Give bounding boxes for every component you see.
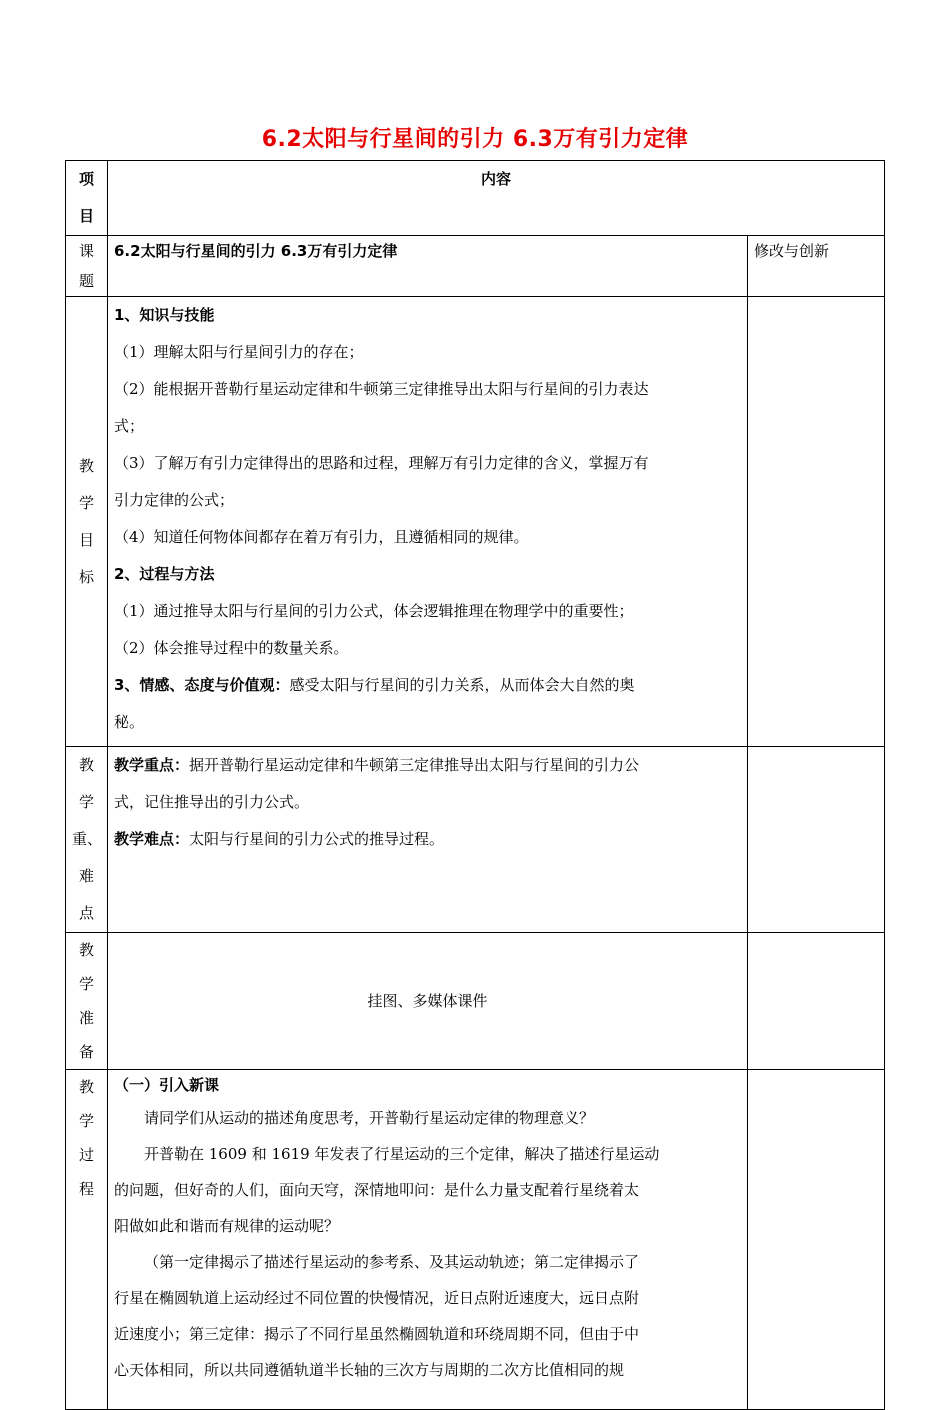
preparation-row xyxy=(66,933,885,1070)
document-title: 6.2太阳与行星间的引力 6.3万有引力定律 xyxy=(261,127,689,152)
goals-line: （3）了解万有引力定律得出的思路和过程，理解万有引力定律的含义，掌握万有 xyxy=(114,454,649,472)
topic-row xyxy=(66,236,885,297)
key-label-line3: 难点 xyxy=(78,867,94,922)
key-points-revision-cell xyxy=(747,747,884,933)
goals-line: 引力定律的公式； xyxy=(114,491,235,509)
key-point-line xyxy=(114,747,741,784)
header-item: 项目 xyxy=(66,161,108,236)
goals-heading-process: 2、过程与方法 xyxy=(114,565,215,583)
goals-line: （1）理解太阳与行星间引力的存在； xyxy=(114,343,364,361)
topic-label: 课题 xyxy=(66,236,108,297)
goals-line: （2）体会推导过程中的数量关系。 xyxy=(114,639,349,657)
key-points-label xyxy=(66,747,108,933)
key-points-content xyxy=(108,747,748,933)
header-row xyxy=(66,161,885,236)
process-revision-cell xyxy=(747,1070,884,1410)
difficulty-text: 太阳与行星间的引力公式的推导过程。 xyxy=(189,830,445,848)
difficulty-heading: 教学难点： xyxy=(114,830,190,848)
goals-line-emotion xyxy=(114,667,741,704)
key-label-line1: 教学 xyxy=(78,756,94,811)
process-paragraph: 阳做如此和谐而有规律的运动呢？ xyxy=(114,1217,340,1235)
preparation-revision-cell xyxy=(747,933,884,1070)
goals-line: （4）知道任何物体间都存在着万有引力，且遵循相同的规律。 xyxy=(114,528,529,546)
key-point-text: 据开普勒行星运动定律和牛顿第三定律推导出太阳与行星间的引力公 xyxy=(189,756,640,774)
process-paragraph: 近速度小；第三定律：揭示了不同行星虽然椭圆轨道和环绕周期不同，但由于中 xyxy=(114,1325,640,1343)
goals-line: 秘。 xyxy=(114,713,145,731)
goals-revision-cell xyxy=(747,297,884,747)
key-points-row xyxy=(66,747,885,933)
process-label xyxy=(66,1070,108,1410)
goals-label-line1: 教学 xyxy=(78,456,94,512)
process-label-line2: 过程 xyxy=(78,1146,94,1198)
key-point-line: 式，记住推导出的引力公式。 xyxy=(114,793,310,811)
goals-line: （1）通过推导太阳与行星间的引力公式，体会逻辑推理在物理学中的重要性； xyxy=(114,602,634,620)
process-paragraph: 行星在椭圆轨道上运动经过不同位置的快慢情况，近日点附近速度大，远日点附 xyxy=(114,1289,640,1307)
process-label-line1: 教学 xyxy=(78,1078,94,1130)
lesson-plan-table xyxy=(65,160,885,1410)
goals-line: （2）能根据开普勒行星运动定律和牛顿第三定律推导出太阳与行星间的引力表达 xyxy=(114,380,649,398)
preparation-label xyxy=(66,933,108,1070)
goals-label-line2: 目标 xyxy=(78,530,94,586)
revision-column-label: 修改与创新 xyxy=(747,236,884,297)
goals-emotion-text: 感受太阳与行星间的引力关系，从而体会大自然的奥 xyxy=(289,676,635,694)
goals-line: 式； xyxy=(114,417,145,435)
topic-value: 6.2太阳与行星间的引力 6.3万有引力定律 xyxy=(108,236,748,297)
header-content: 内容 xyxy=(108,161,885,236)
process-paragraph: （第一定律揭示了描述行星运动的参考系、及其运动轨迹；第二定律揭示了 xyxy=(144,1253,640,1271)
key-label-line2: 重、 xyxy=(72,830,103,848)
goals-row xyxy=(66,297,885,747)
process-content xyxy=(108,1070,748,1410)
prep-label-line2: 准备 xyxy=(78,1009,94,1061)
process-row xyxy=(66,1070,885,1410)
goals-heading-knowledge: 1、知识与技能 xyxy=(114,306,215,324)
process-paragraph: 心天体相同，所以共同遵循轨道半长轴的三次方与周期的二次方比值相同的规 xyxy=(114,1361,625,1379)
goals-label xyxy=(66,297,108,747)
process-paragraph: 开普勒在 1609 和 1619 年发表了行星运动的三个定律，解决了描述行星运动 xyxy=(144,1145,660,1163)
key-point-heading: 教学重点： xyxy=(114,756,190,774)
goals-heading-emotion: 3、情感、态度与价值观： xyxy=(114,676,290,694)
process-heading-intro: （一）引入新课 xyxy=(114,1076,220,1094)
preparation-content: 挂图、多媒体课件 xyxy=(108,933,748,1070)
goals-content xyxy=(108,297,748,747)
difficulty-line xyxy=(114,821,741,858)
process-paragraph: 请同学们从运动的描述角度思考，开普勒行星运动定律的物理意义？ xyxy=(144,1109,595,1127)
process-paragraph: 的问题，但好奇的人们，面向天穹，深情地叩问：是什么力量支配着行星绕着太 xyxy=(114,1181,640,1199)
prep-label-line1: 教学 xyxy=(78,941,94,993)
